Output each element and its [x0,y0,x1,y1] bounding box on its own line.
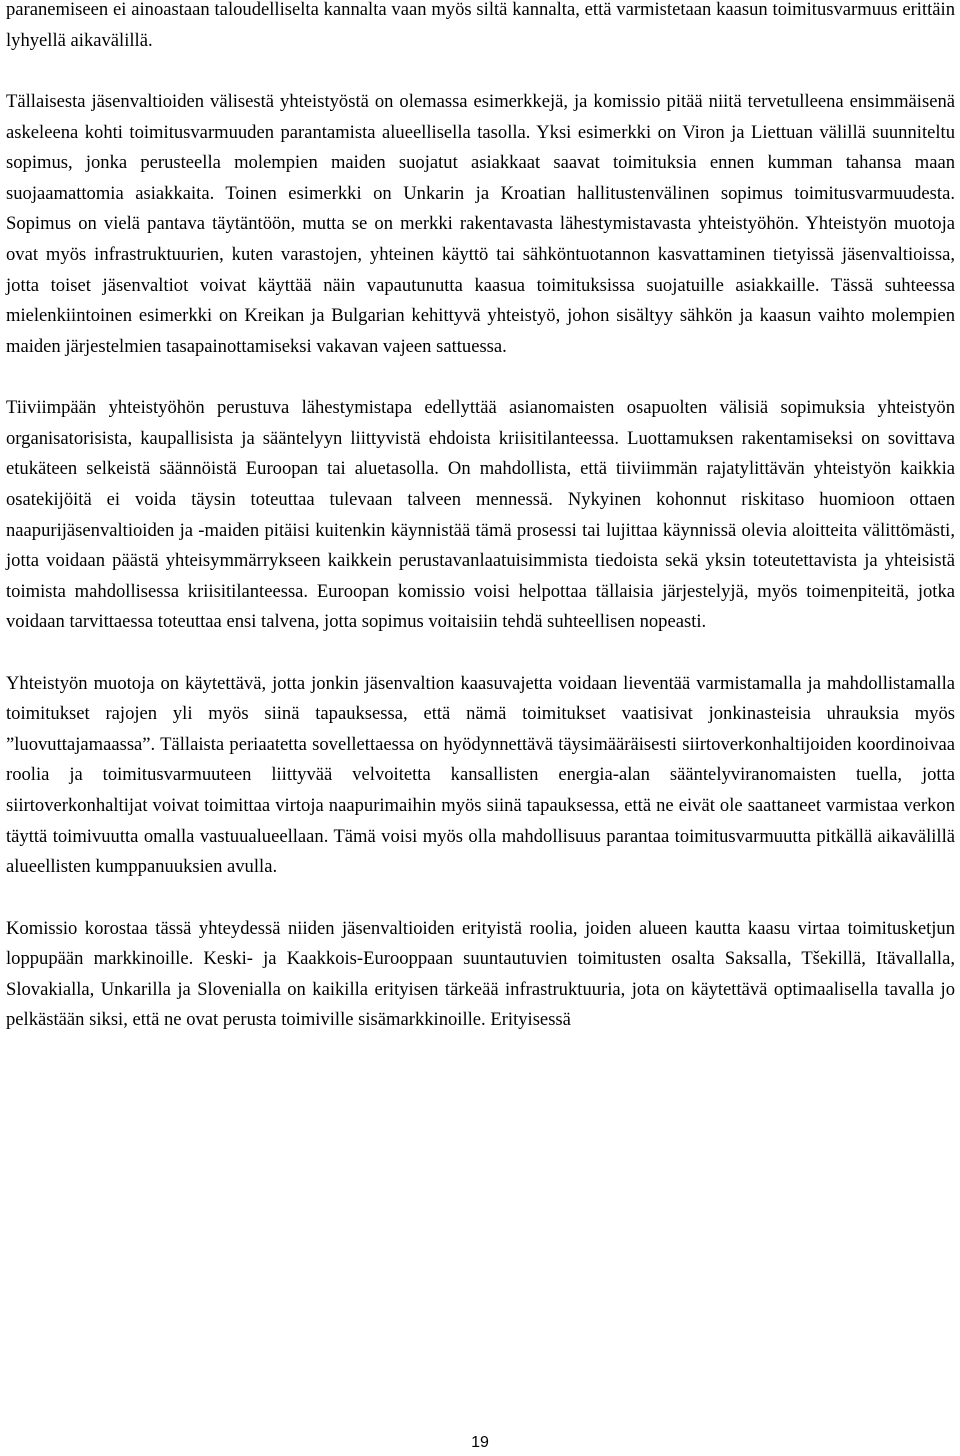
page-number: 19 [471,1434,489,1451]
document-page [6,0,955,1456]
paragraph-regional-cooperation-examples: Tällaisesta jäsenvaltioiden välisestä yhteistyöstä on olemassa esimerkkejä, ja komissio pitää niitä tervetulleena ensimmäisenä askeleena kohti toimitusvarmuuden parantamista alueellisella tasolla. Yksi esimerkki on Viron ja Liettuan välillä suunniteltu sopimus, jonka perusteella molempien maiden suojatut asiakkaat saavat toimituksia ennen kumman tahansa maan suojaamattomia asiakkaita. Toinen esimerkki on Unkarin ja Kroatian hallitustenvälinen sopimus toimitusvarmuudesta. Sopimus on vielä pantava täytäntöön, mutta se on merkki rakentavasta lähestymistavasta yhteistyöhön. Yhteistyön muotoja ovat myös infrastruktuurien, kuten varastojen, yhteinen käyttö tai sähköntuotannon kasvattaminen tietyissä jäsenvaltioissa, jotta toiset jäsenvaltiot voivat käyttää näin vapautunutta kaasua toimituksissa suojatuille asiakkaille. Tässä suhteessa mielenkiintoinen esimerkki on Kreikan ja Bulgarian kehittyvä yhteistyö, johon sisältyy sähkön ja kaasun vaihto molempien maiden järjestelmien tasapainottamiseksi vakavan vajeen sattuessa. [6,90,955,357]
paragraph-transit-member-states: Komissio korostaa tässä yhteydessä niiden jäsenvaltioiden erityistä roolia, joiden alueen kautta kaasu virtaa toimitusketjun loppupään markkinoille. Keski- ja Kaakkois-Eurooppaan suuntautuvien toimitusten osalta Saksalla, Tšekillä, Itävallalla, Slovakialla, Unkarilla ja Slovenialla on kaikilla erityisen tärkeää infrastruktuuria, jota on käytettävä optimaalisella tavalla jo pelkästään siksi, että ne ovat perusta toimiville sisämarkkinoille. Erityisessä [6,917,955,1031]
paragraph-cross-border-supply: Yhteistyön muotoja on käytettävä, jotta jonkin jäsenvaltion kaasuvajetta voidaan lieventää varmistamalla ja mahdollistamalla toimitukset rajojen yli myös siinä tapauksessa, että nämä toimitukset vaatisivat jonkinasteisia uhrauksia myös ”luovuttajamaassa”. Tällaista periaatetta sovellettaessa on hyödynnettävä täysimääräisesti siirtoverkonhaltijoiden koordinoivaa roolia ja toimitusvarmuuteen liittyvää velvoitetta kansallisten energia-alan sääntelyviranomaisten tuella, jotta siirtoverkonhaltijat voivat toimittaa virtoja naapurimaihin myös siinä tapauksessa, että ne eivät ole saattaneet varmistaa verkon täyttä toimivuutta omalla vastuualueellaan. Tämä voisi myös olla mahdollisuus parantaa toimitusvarmuutta pitkällä aikavälillä alueellisten kumppanuuksien avulla. [6,672,955,878]
paragraph-continued: paranemiseen ei ainoastaan taloudelliselta kannalta vaan myös siltä kannalta, että varmistetaan kaasun toimitusvarmuus erittäin lyhyellä aikavälillä. [6,0,955,51]
paragraph-closer-cooperation: Tiiviimpään yhteistyöhön perustuva lähestymistapa edellyttää asianomaisten osapuolten välisiä sopimuksia yhteistyön organisatorisista, kaupallisista ja sääntelyyn liittyvistä ehdoista kriisitilanteessa. Luottamuksen rakentamiseksi on sovittava etukäteen selkeistä säännöistä Euroopan tai aluetasolla. On mahdollista, että tiiviimmän rajatylittävän yhteistyön kaikkia osatekijöitä ei voida täysin toteuttaa tulevaan talveen mennessä. Nykyinen kohonnut riskitaso huomioon ottaen naapurijäsenvaltioiden ja -maiden pitäisi kuitenkin käynnistää tämä prosessi tai lujittaa käynnissä olevia aloitteita välittömästi, jotta voidaan päästä yhteisymmärrykseen kaikkein perustavanlaatuisimmista tiedoista sekä yksin toteutettavista ja yhteisistä toimista mahdollisessa kriisitilanteessa. Euroopan komissio voisi helpottaa tällaisia järjestelyjä, myös toimenpiteitä, jotka voidaan tarvittaessa toteuttaa ensi talvena, jotta sopimus voitaisiin tehdä suhteellisen nopeasti. [6,397,955,633]
